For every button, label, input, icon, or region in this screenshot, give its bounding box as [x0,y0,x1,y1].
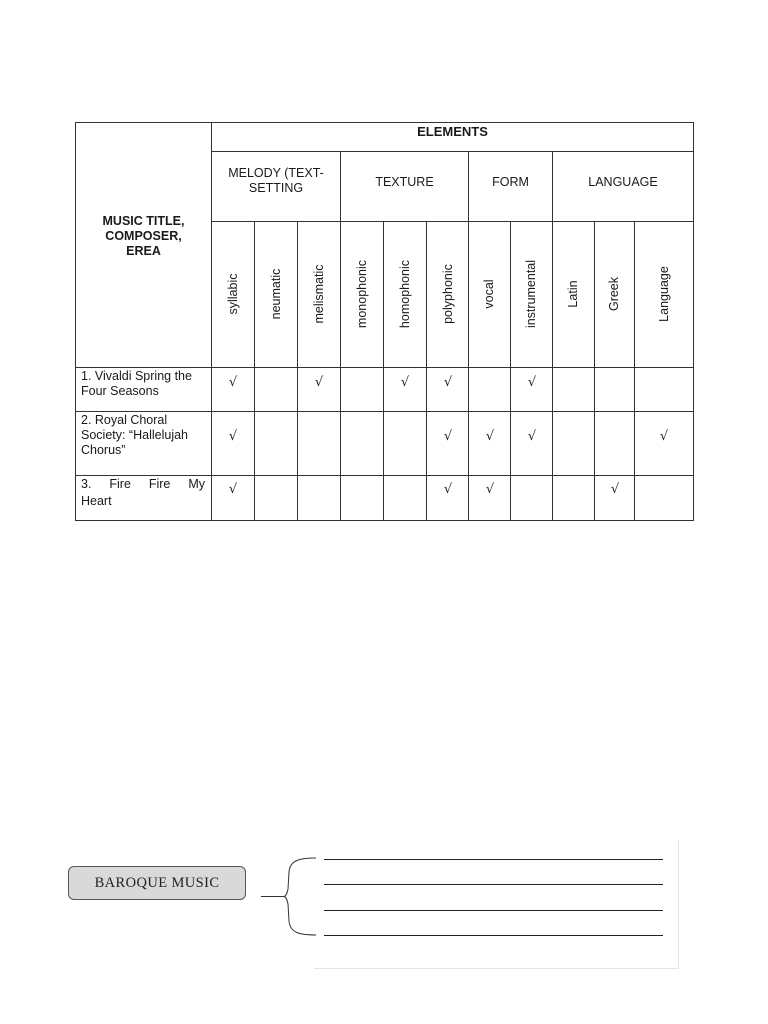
subheader-neumatic: neumatic [269,268,283,320]
check-mark-icon: √ [527,375,537,390]
curly-brace-icon [284,858,316,935]
title-line-2: COMPOSER, [105,229,182,243]
check-mark-icon: √ [610,482,620,497]
check-mark-icon: √ [443,375,453,390]
baroque-music-box: BAROQUE MUSIC [68,866,246,900]
form-group-header: FORM [492,175,529,189]
language-group-header: LANGUAGE [588,175,658,189]
check-mark-icon: √ [400,375,410,390]
row-2-line-1: 2. Royal Choral [81,413,168,427]
row-3-word-4: My [188,477,205,491]
check-mark-icon: √ [485,429,495,444]
title-line-1: MUSIC TITLE, [102,214,185,228]
check-mark-icon: √ [314,375,324,390]
texture-group-header: TEXTURE [375,175,434,189]
subheader-greek: Greek [607,276,621,312]
check-mark-icon: √ [228,482,238,497]
row-3-word-2: Fire [109,477,131,491]
row-3-word-1: 3. [81,477,92,491]
subheader-melismatic: melismatic [312,264,326,324]
check-mark-icon: √ [659,429,669,444]
subheader-polyphonic: polyphonic [441,264,455,324]
row-2-line-3: Chorus” [81,443,126,457]
subheader-vocal: vocal [482,279,496,309]
check-mark-icon: √ [443,482,453,497]
subheader-homophonic: homophonic [398,259,412,329]
subheader-language: Language [657,266,671,322]
melody-line-2: SETTING [248,181,304,195]
subheader-monophonic: monophonic [355,259,369,329]
subheader-instrumental: instrumental [524,259,538,329]
subheader-latin: Latin [566,280,580,308]
check-mark-icon: √ [527,429,537,444]
check-mark-icon: √ [443,429,453,444]
check-mark-icon: √ [228,375,238,390]
title-line-3: EREA [126,244,161,258]
row-2-line-2: Society: “Hallelujah [81,428,188,442]
row-3-line-2: Heart [81,494,112,508]
row-1-line-1: 1. Vivaldi Spring the [81,369,192,383]
check-mark-icon: √ [228,429,238,444]
check-mark-icon: √ [485,482,495,497]
elements-header: ELEMENTS [417,124,488,139]
row-3-word-3: Fire [148,477,171,491]
subheader-syllabic: syllabic [226,273,240,315]
row-1-line-2: Four Seasons [81,384,159,398]
melody-line-1: MELODY (TEXT- [228,166,324,180]
